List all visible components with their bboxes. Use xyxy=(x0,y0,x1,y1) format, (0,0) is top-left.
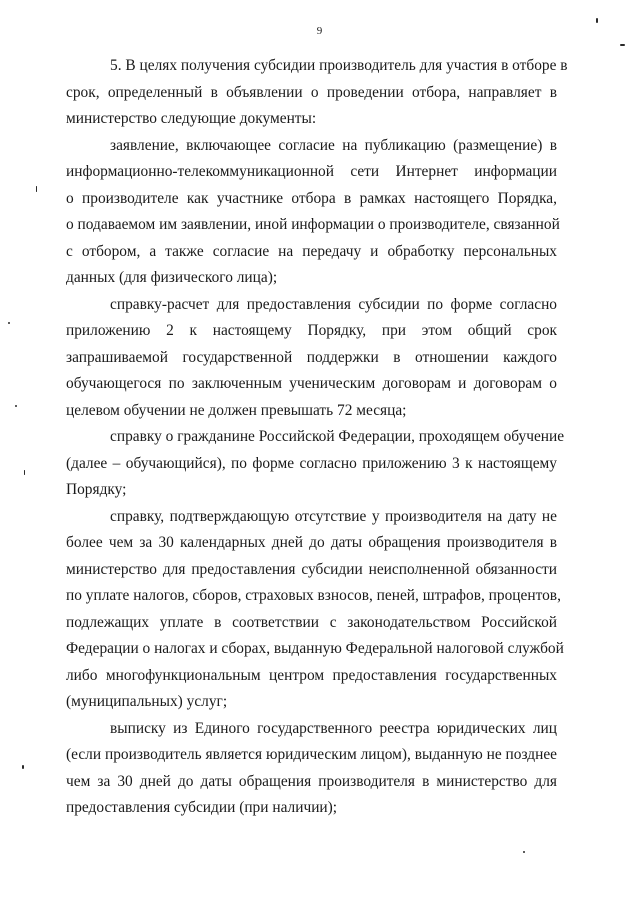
paragraph-application xyxy=(66,133,560,292)
scan-speck xyxy=(596,18,598,23)
text-line: министерство для предоставления субсидии неисполненной обязанности xyxy=(66,560,557,578)
scan-speck xyxy=(24,470,25,475)
text-line: о подаваемом им заявлении, иной информации о производителе, связанной xyxy=(66,216,560,233)
text-line: Федерации о налогах и сборах, выданную Федеральной налоговой службой xyxy=(66,640,564,657)
text-line: о производителе как участнике отбора в рамках настоящего Порядка, xyxy=(66,189,557,207)
scan-speck xyxy=(523,851,525,853)
text-line: по уплате налогов, сборов, страховых взносов, пеней, штрафов, процентов, xyxy=(66,587,561,604)
text-line: целевом обучении не должен превышать 72 месяца; xyxy=(66,401,407,419)
text-line: справку-расчет для предоставления субсидии по форме согласно xyxy=(110,295,557,313)
text-line: либо многофункциональным центром предоставления государственных xyxy=(66,666,557,684)
paragraph-calculation xyxy=(66,292,557,425)
text-line: с отбором, а также согласие на передачу и обработку персональных xyxy=(66,242,557,260)
paragraph-5-intro xyxy=(66,53,568,133)
paragraph-tax-certificate xyxy=(66,504,564,716)
text-line: (муниципальных) услуг; xyxy=(66,693,228,710)
paragraph-registry-extract xyxy=(66,716,557,822)
text-line: запрашиваемой государственной поддержки в отношении каждого xyxy=(66,348,557,366)
text-line: выписку из Единого государственного реестра юридических лиц xyxy=(110,719,557,737)
text-line: приложению 2 к настоящему Порядку, при этом общий срок xyxy=(66,322,557,339)
text-line: справку, подтверждающую отсутствие у производителя на дату не xyxy=(110,507,557,525)
scan-speck xyxy=(620,44,625,46)
document-body xyxy=(66,53,568,822)
text-line: подлежащих уплате в соответствии с законодательством Российской xyxy=(66,613,557,631)
text-line: данных (для физического лица); xyxy=(66,269,278,286)
text-line: справку о гражданине Российской Федерации, проходящем обучение xyxy=(110,428,565,445)
text-line: чем за 30 дней до даты обращения производителя в министерство для xyxy=(66,772,557,790)
text-line: (если производитель является юридическим лицом), выданную не позднее xyxy=(66,746,557,763)
text-line: Порядку; xyxy=(66,481,127,498)
text-line: предоставления субсидии (при наличии); xyxy=(66,799,338,816)
scan-speck xyxy=(22,765,24,769)
text-line: обучающегося по заключенным ученическим договорам и договорам о xyxy=(66,375,557,392)
text-line: (далее – обучающийся), по форме согласно приложению 3 к настоящему xyxy=(66,454,557,472)
scan-speck xyxy=(8,322,10,324)
text-line: министерство следующие документы: xyxy=(66,110,317,127)
text-line: более чем за 30 календарных дней до даты обращения производителя в xyxy=(66,534,557,551)
scan-speck xyxy=(36,186,37,192)
scan-speck xyxy=(15,405,17,407)
text-line: 5. В целях получения субсидии производитель для участия в отборе в xyxy=(110,57,568,74)
text-line: срок, определенный в объявлении о проведении отбора, направляет в xyxy=(66,83,557,101)
paragraph-citizen-certificate xyxy=(66,424,565,504)
text-line: заявление, включающее согласие на публикацию (размещение) в xyxy=(110,136,557,154)
text-line: информационно-телекоммуникационной сети Интернет информации xyxy=(66,163,557,180)
page-number: 9 xyxy=(316,25,323,37)
